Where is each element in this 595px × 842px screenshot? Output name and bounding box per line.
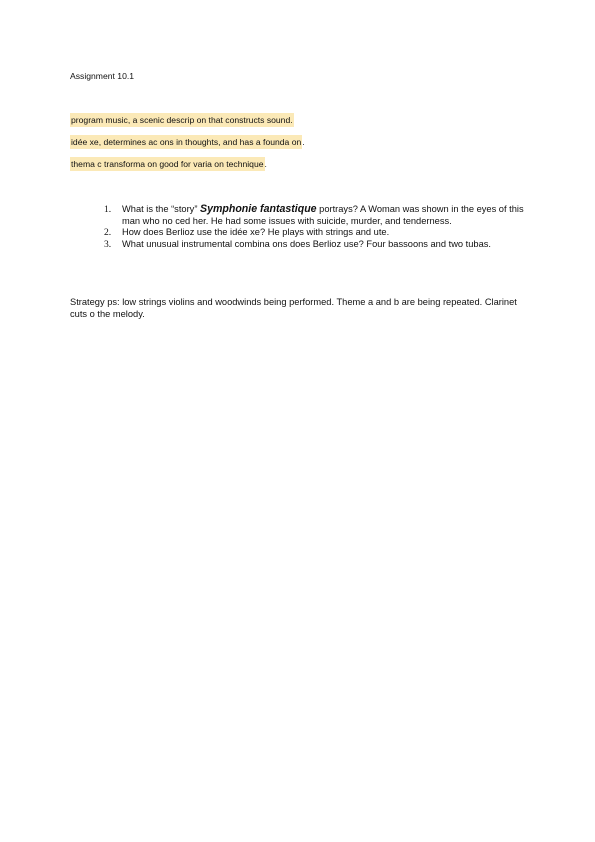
highlight-trailing: . xyxy=(264,159,267,169)
list-number: 2. xyxy=(104,227,112,238)
question-list xyxy=(100,204,530,250)
highlight-text: program music, a scenic descrip on that constructs sound. xyxy=(71,115,293,125)
highlight-trailing: . xyxy=(302,137,305,147)
question-item xyxy=(100,227,530,239)
highlighted-line-program-music xyxy=(70,115,294,126)
question-item xyxy=(100,239,530,251)
work-title: Symphonie fantastique xyxy=(200,203,317,215)
list-number: 1. xyxy=(104,204,112,215)
question-text: What unusual instrumental combina ons does Berlioz use? Four bassoons and two tubas. xyxy=(122,238,491,249)
highlight-text: thema c transforma on good for varia on technique xyxy=(71,159,264,169)
highlight-text: idée xe, determines ac ons in thoughts, and has a founda on xyxy=(71,137,302,147)
question-text-before: What is the “story” xyxy=(122,204,201,214)
question-text-after: portrays? A Woman was shown in the eyes of this man who no ced her. He had some issues with suicide, murder, and tenderness. xyxy=(122,204,524,226)
strategy-paragraph: Strategy ps: low strings violins and woodwinds being performed. Theme a and b are being repeated. Clarinet cuts o the melody. xyxy=(70,297,517,319)
question-item xyxy=(100,204,530,227)
question-text: How does Berlioz use the idée xe? He plays with strings and ute. xyxy=(122,227,390,237)
assignment-title: Assignment 10.1 xyxy=(70,71,135,81)
list-number: 3. xyxy=(104,238,112,250)
highlighted-line-thematic-transformation xyxy=(70,159,267,170)
highlighted-line-idee-fixe xyxy=(70,137,305,148)
